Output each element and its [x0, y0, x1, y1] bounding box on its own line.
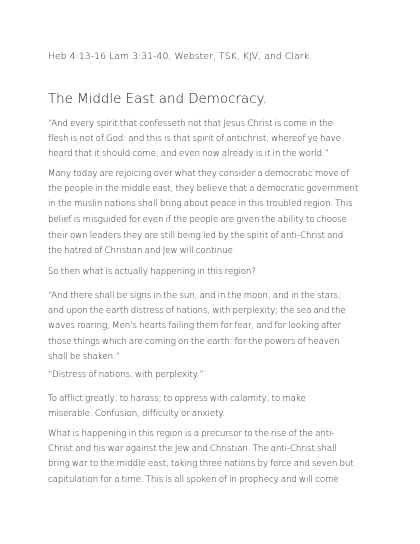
- text-line: bring war to the middle east, taking three nations by force and seven but: [48, 459, 354, 470]
- page-title: The Middle East and Democracy.: [48, 92, 267, 107]
- text-line: What is happening in this region is a precursor to the rise of the anti-: [48, 429, 335, 439]
- text-line: miserable. Confusion, difficulty or anxiety.: [48, 409, 225, 420]
- text-line: the people in the middle east, they believe that a democratic government: [48, 184, 359, 195]
- text-line: “Distress of nations, with perplexity.”: [48, 370, 204, 380]
- text-line: Many today are rejoicing over what they consider a democratic move of: [48, 169, 349, 179]
- text-line: shall be shaken.”: [48, 351, 121, 362]
- text-line: those things which are coming on the earth: for the powers of heaven: [48, 336, 340, 347]
- text-line: and upon the earth distress of nations, with perplexity; the sea and the: [48, 306, 346, 317]
- text-line: To afflict greatly; to harass; to oppress with calamity; to make: [48, 394, 306, 404]
- text-line: capitulation for a time. This is all spoken of in prophecy and will come: [48, 474, 339, 485]
- text-line: in the muslin nations shall bring about peace in this troubled region. This: [48, 199, 353, 210]
- text-line: belief is misguided for even if the people are given the ability to choose: [48, 214, 347, 225]
- text-line: the hatred of Christian and Jew will continue.: [48, 246, 236, 257]
- paragraph-8: [48, 427, 378, 488]
- paragraph-1: [48, 117, 378, 163]
- paragraph-2: [48, 167, 378, 228]
- text-line: Christ and his war against the Jew and Christian. The anti-Christ shall: [48, 444, 337, 455]
- text-line: “And every spirit that confesseth not that Jesus Christ is come in the: [48, 119, 333, 129]
- text-line: flesh is not of God: and this is that spirit of antichrist, whereof ye have: [48, 134, 341, 145]
- paragraph-5: [48, 289, 378, 365]
- text-line: their own leaders they are still being led by the spirit of anti-Christ and: [48, 231, 344, 241]
- paragraph-6: [48, 368, 378, 383]
- scripture-references: Heb 4:13-16 Lam 3:31-40, Webster, TSK, KJV, and Clark.: [48, 51, 313, 62]
- paragraph-3: [48, 229, 378, 259]
- text-line: heard that it should come; and even now already is it in the world.”: [48, 149, 330, 160]
- text-line: waves roaring; Men's hearts failing them for fear, and for looking after: [48, 321, 342, 332]
- text-line: So then what is actually happening in this region?: [48, 267, 256, 277]
- paragraph-4: [48, 265, 378, 280]
- text-line: “And there shall be signs in the sun, and in the moon, and in the stars;: [48, 291, 341, 301]
- paragraph-7: [48, 392, 378, 422]
